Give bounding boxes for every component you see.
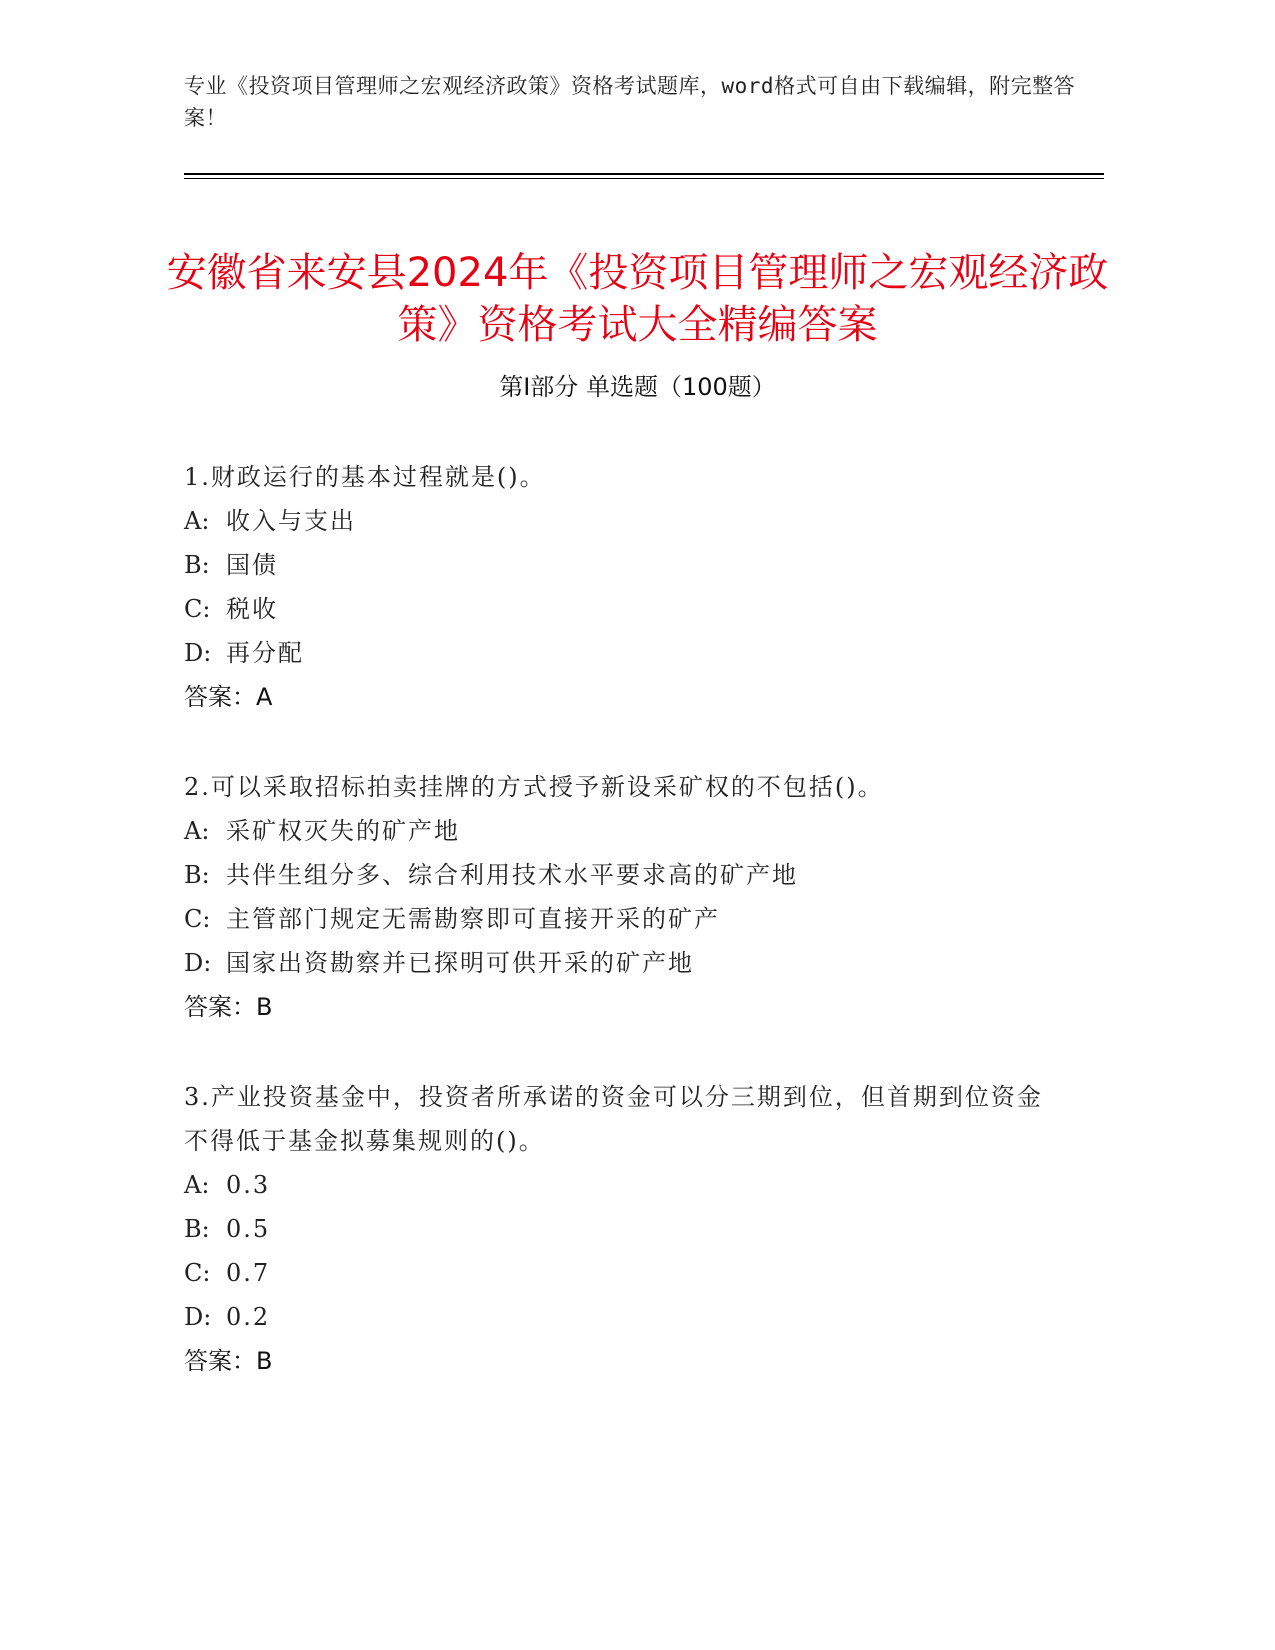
option-text: 国家出资勘察并已探明可供开采的矿产地	[226, 949, 694, 977]
option-key: D:	[184, 949, 212, 977]
question-stem: 3.产业投资基金中，投资者所承诺的资金可以分三期到位，但首期到位资金不得低于基金拟募集规则的()。	[184, 1083, 1043, 1155]
option-key: B:	[184, 1215, 210, 1243]
option-d	[184, 631, 1064, 675]
option-c	[184, 1251, 1064, 1295]
option-text: 国债	[226, 551, 278, 579]
option-d	[184, 1295, 1064, 1339]
option-text: 收入与支出	[226, 507, 356, 535]
option-key: C:	[184, 595, 211, 623]
option-c	[184, 897, 1064, 941]
question-stem: 2.可以采取招标拍卖挂牌的方式授予新设采矿权的不包括()。	[184, 773, 884, 801]
option-text: 0.3	[226, 1171, 271, 1199]
option-text: 税收	[226, 595, 278, 623]
question-2	[184, 765, 1064, 1029]
header-note: 专业《投资项目管理师之宏观经济政策》资格考试题库，word格式可自由下载编辑，附完整答案！	[184, 74, 1076, 130]
option-key: A:	[184, 817, 210, 845]
answer: 答案：B	[184, 1347, 273, 1375]
option-key: C:	[184, 1259, 211, 1287]
question-1	[184, 455, 1064, 719]
section-title: 第Ⅰ部分 单选题（100题）	[499, 373, 776, 401]
header-rule-thick	[184, 173, 1104, 175]
question-list	[184, 455, 1064, 1429]
option-c	[184, 587, 1064, 631]
option-key: C:	[184, 905, 211, 933]
option-a	[184, 809, 1064, 853]
option-key: A:	[184, 507, 210, 535]
header-rule-thin	[184, 178, 1104, 179]
option-text: 0.2	[226, 1303, 271, 1331]
option-key: A:	[184, 1171, 210, 1199]
option-text: 0.7	[226, 1259, 271, 1287]
option-text: 主管部门规定无需勘察即可直接开采的矿产	[226, 905, 720, 933]
option-b	[184, 543, 1064, 587]
option-b	[184, 853, 1064, 897]
option-text: 再分配	[226, 639, 304, 667]
question-3	[184, 1075, 1064, 1383]
option-key: D:	[184, 1303, 212, 1331]
option-text: 采矿权灭失的矿产地	[226, 817, 460, 845]
answer: 答案：B	[184, 993, 273, 1021]
option-key: D:	[184, 639, 212, 667]
answer: 答案：A	[184, 683, 273, 711]
option-b	[184, 1207, 1064, 1251]
option-d	[184, 941, 1064, 985]
option-a	[184, 499, 1064, 543]
option-text: 共伴生组分多、综合利用技术水平要求高的矿产地	[226, 861, 798, 889]
option-key: B:	[184, 861, 210, 889]
document-title: 安徽省来安县2024年《投资项目管理师之宏观经济政策》资格考试大全精编答案	[166, 249, 1109, 348]
question-stem: 1.财政运行的基本过程就是()。	[184, 463, 546, 491]
option-key: B:	[184, 551, 210, 579]
option-text: 0.5	[226, 1215, 271, 1243]
option-a	[184, 1163, 1064, 1207]
